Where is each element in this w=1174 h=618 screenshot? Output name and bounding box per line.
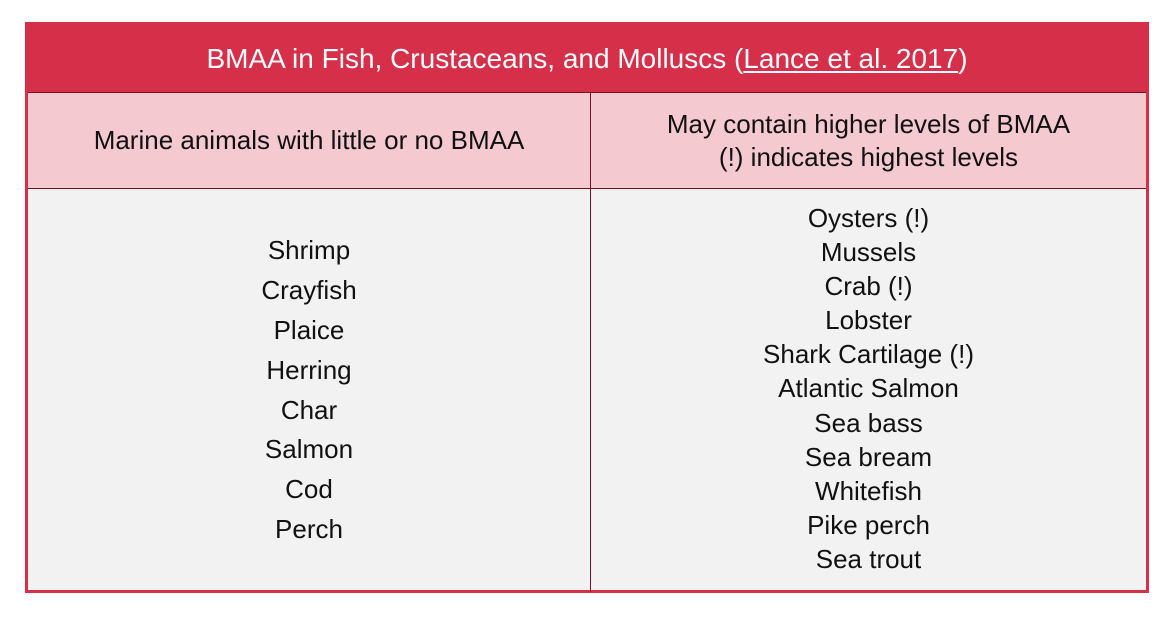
list-item: Sea bass	[814, 407, 923, 438]
title-text: BMAA in Fish, Crustaceans, and Molluscs (	[206, 42, 744, 74]
list-item: Salmon	[264, 434, 354, 465]
citation-link[interactable]: Lance et al. 2017	[743, 42, 959, 74]
header-left-label: Marine animals with little or no BMAA	[93, 125, 525, 155]
list-item: Crayfish	[261, 275, 357, 306]
list-item: Crab (!)	[824, 271, 913, 302]
table-title	[28, 25, 1146, 92]
list-item: Atlantic Salmon	[778, 373, 959, 404]
list-item: Shrimp	[267, 235, 351, 266]
list-item: Plaice	[273, 314, 345, 345]
body-row	[28, 189, 1146, 592]
low-bmaa-list	[28, 189, 590, 592]
list-item: Perch	[275, 513, 343, 544]
header-right-line1: May contain higher levels of BMAA	[666, 108, 1071, 139]
list-item: Pike perch	[807, 509, 930, 540]
list-item: Sea bream	[804, 441, 933, 472]
list-item: Cod	[285, 474, 333, 505]
high-bmaa-list	[590, 189, 1146, 592]
list-item: Lobster	[825, 305, 912, 336]
list-item: Mussels	[820, 237, 917, 268]
list-item: Sea trout	[815, 543, 922, 574]
header-right-line2: (!) indicates highest levels	[718, 141, 1019, 172]
list-item: Shark Cartilage (!)	[763, 339, 974, 370]
bmaa-table	[25, 22, 1149, 593]
list-item: Herring	[266, 354, 352, 385]
title-suffix: )	[958, 42, 968, 74]
header-higher-bmaa	[590, 93, 1146, 188]
list-item: Oysters (!)	[807, 202, 930, 233]
list-item: Char	[280, 394, 338, 425]
header-row	[28, 92, 1146, 189]
list-item: Whitefish	[815, 475, 922, 506]
header-little-or-no-bmaa	[28, 93, 590, 188]
